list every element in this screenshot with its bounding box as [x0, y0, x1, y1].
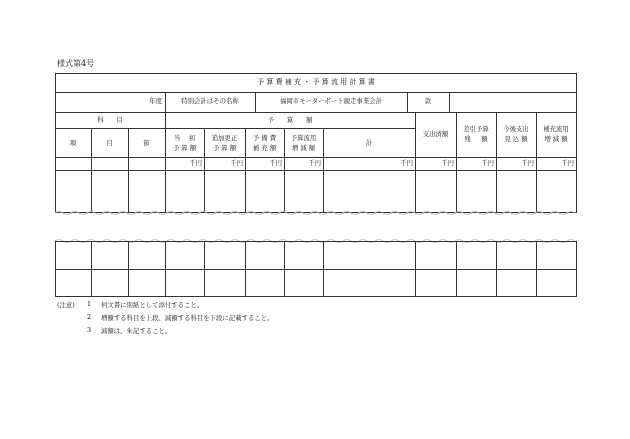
account-label: 特別会計はその名称 — [181, 97, 239, 105]
form-title: 予 算 費 補 充 ・ 予 算 流 用 計 算 書 — [257, 78, 375, 86]
note-number: 2 — [87, 313, 92, 321]
note-text: 増額する科目を上段、減額する科目を下段に記載すること。 — [101, 314, 274, 322]
note-text: 減額は、朱記すること。 — [101, 327, 172, 335]
unit-supp: 千円 — [561, 159, 574, 167]
header-kou: 項 — [69, 139, 77, 147]
unit-initial: 千円 — [189, 159, 202, 167]
note-number: 3 — [87, 326, 92, 334]
notes-label: (注意) — [57, 301, 75, 309]
header-transfer-2: 増 減 額 — [291, 144, 316, 152]
header-total: 計 — [365, 139, 373, 147]
year-label: 年度 — [149, 97, 162, 105]
unit-reserve: 千円 — [269, 159, 282, 167]
form-number: 様式第4号 — [57, 59, 95, 68]
header-supp-2: 増 減 額 — [544, 135, 568, 143]
header-moku: 目 — [106, 139, 113, 147]
note-number: 1 — [87, 300, 92, 308]
section-label: 款 — [424, 97, 432, 105]
header-reserve-1: 予 備 費 — [252, 134, 277, 142]
unit-expended: 千円 — [441, 159, 454, 167]
header-supp-1: 補充流用 — [543, 125, 569, 133]
break-line-top — [55, 210, 577, 216]
header-forecast-1: 今後支出 — [503, 125, 529, 133]
header-setsu: 節 — [143, 139, 150, 147]
header-transfer-1: 予算流用 — [290, 134, 317, 142]
header-remaining-1: 差引予算 — [463, 125, 489, 133]
header-initial-1: 当 初 — [173, 134, 196, 142]
header-initial-2: 予 算 額 — [172, 144, 197, 152]
header-expended: 支出済額 — [422, 130, 449, 138]
header-yosangaku: 予 算 額 — [267, 116, 313, 124]
unit-transfer: 千円 — [308, 159, 321, 167]
header-correction-1: 追加更正 — [211, 134, 238, 142]
header-reserve-2: 補 充 額 — [252, 144, 277, 152]
header-remaining-2: 残 額 — [464, 135, 488, 143]
note-text: 何文書に別紙として添付すること。 — [101, 301, 204, 309]
header-forecast-2: 見 込 額 — [504, 135, 528, 143]
unit-forecast: 千円 — [521, 159, 534, 167]
header-correction-2: 予 算 額 — [212, 144, 237, 152]
unit-correction: 千円 — [230, 159, 243, 167]
header-kamoku: 科 目 — [97, 116, 123, 124]
unit-remaining: 千円 — [481, 159, 494, 167]
unit-total: 千円 — [400, 159, 413, 167]
account-name: 福岡市モーターボート競走事業会計 — [280, 97, 382, 105]
